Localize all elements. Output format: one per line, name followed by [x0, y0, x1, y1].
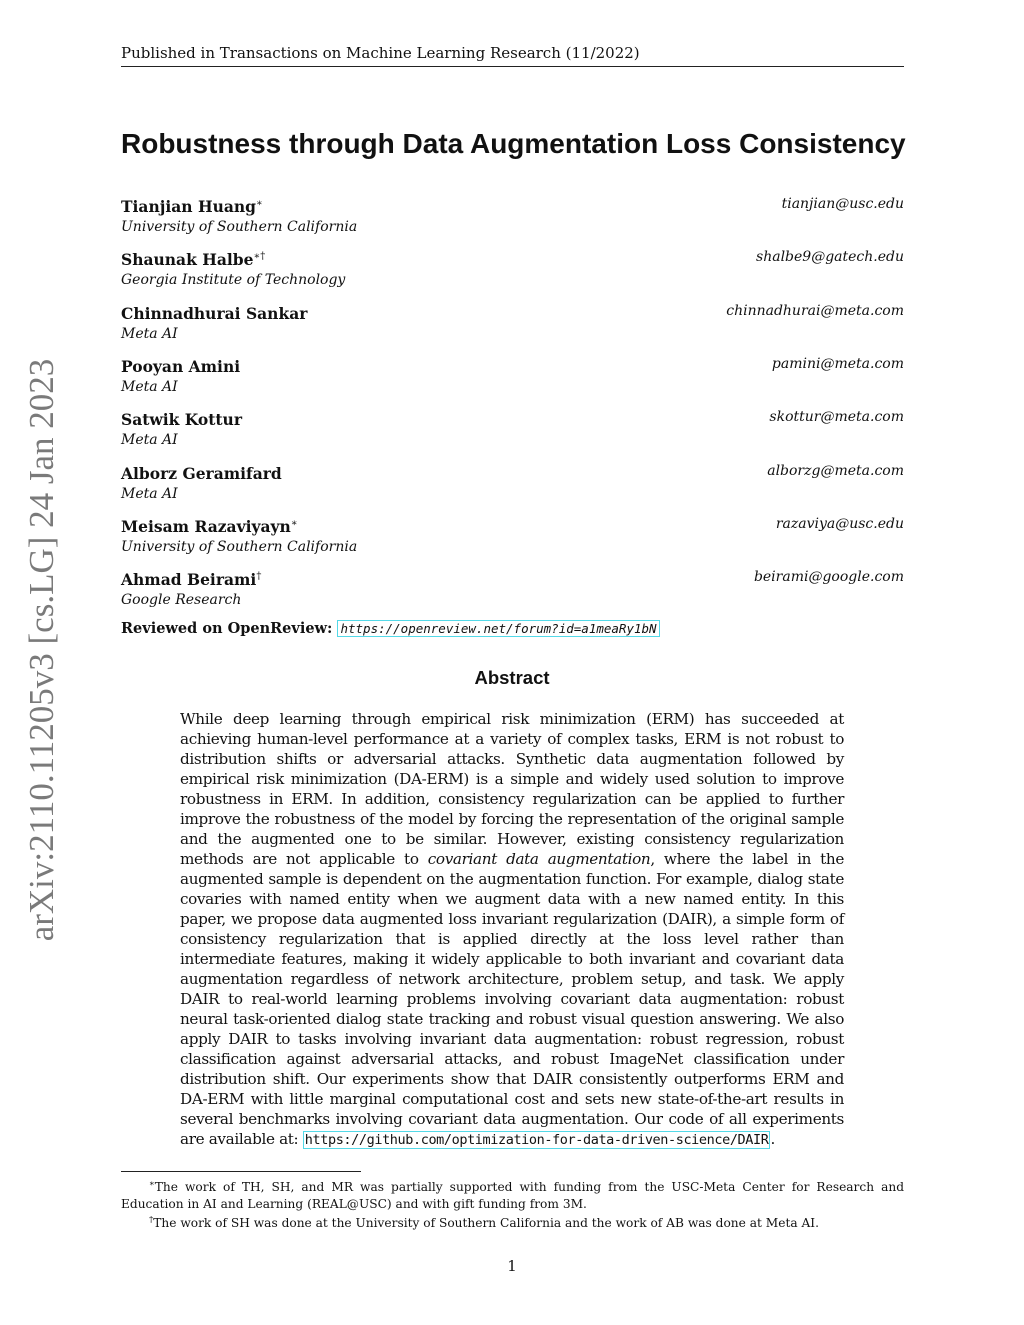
author-email[interactable]: beirami@google.com	[753, 569, 904, 585]
author-affiliation: Georgia Institute of Technology	[121, 272, 346, 289]
author-email[interactable]: skottur@meta.com	[769, 409, 904, 425]
author-email[interactable]: shalbe9@gatech.edu	[756, 249, 904, 265]
author-block	[121, 407, 904, 451]
author-name: Satwik Kottur	[121, 410, 242, 430]
openreview-link[interactable]: https://openreview.net/forum?id=a1meaRy1bN	[337, 620, 659, 637]
author-block	[121, 301, 904, 345]
author-name: Alborz Geramifard	[121, 464, 282, 484]
author-name: Ahmad Beirami†	[121, 570, 262, 590]
footnotes	[121, 1176, 904, 1232]
author-name: Pooyan Amini	[121, 357, 241, 377]
code-repository-link[interactable]: https://github.com/optimization-for-data-driven-science/DAIR	[304, 1132, 769, 1148]
author-affiliation: Meta AI	[121, 432, 178, 449]
abstract-heading: Abstract	[474, 667, 550, 688]
running-header: Published in Transactions on Machine Learning Research (11/2022)	[121, 44, 904, 67]
author-affiliation: Meta AI	[121, 326, 178, 343]
arxiv-identifier: arXiv:2110.11205v3 [cs.LG] 24 Jan 2023	[22, 358, 61, 942]
author-name: Shaunak Halbe∗†	[121, 250, 266, 270]
footnote-mark: †	[149, 1215, 154, 1226]
author-footnote-mark: ∗	[290, 518, 298, 529]
author-name: Meisam Razaviyayn∗	[121, 517, 298, 537]
review-label: Reviewed on OpenReview:	[121, 620, 333, 637]
abstract-text: While deep learning through empirical risk minimization (ERM) has succeeded at achieving human-level performance at a variety of complex tasks, ERM is not robust to distribution shifts or adversarial attacks. Synthetic data augmentation followed by empirical risk minimization (DA-ERM) is a simple and widely used solution to improve robustness in ERM. In addition, consistency regularization can be applied to further improve the robustness of the model by forcing the representation of the original sample and the augmented one to be similar. However, existing consistency regularization methods are not applicable to	[180, 710, 844, 868]
footnote: ∗The work of TH, SH, and MR was partially supported with funding from the USC-Meta Center for Research and Education in AI and Learning (REAL@USC) and with gift funding from 3M.	[121, 1179, 904, 1211]
author-affiliation: University of Southern California	[121, 219, 358, 236]
author-footnote-mark: ∗	[256, 198, 263, 209]
author-name: Chinnadhurai Sankar	[121, 304, 308, 324]
footnote-mark: ∗	[149, 1179, 155, 1189]
author-email[interactable]: chinnadhurai@meta.com	[726, 303, 904, 319]
paper-title: Robustness through Data Augmentation Loss Consistency	[121, 128, 906, 159]
author-block	[121, 461, 904, 505]
author-block	[121, 247, 904, 291]
footnote: †The work of SH was done at the University of Southern California and the work of AB was done at Meta AI.	[149, 1215, 819, 1231]
author-affiliation: Google Research	[121, 592, 242, 609]
author-footnote-mark: †	[256, 571, 262, 582]
author-email[interactable]: alborzg@meta.com	[767, 463, 904, 479]
author-email[interactable]: razaviya@usc.edu	[775, 516, 904, 532]
review-line	[121, 620, 660, 637]
author-affiliation: Meta AI	[121, 486, 178, 503]
footnote-divider	[121, 1171, 361, 1172]
abstract-body: While deep learning through empirical risk minimization (ERM) has succeeded at achieving human-level performance at a variety of complex tasks, ERM is not robust to distribution shifts or adversarial attacks. Synthetic data augmentation followed by empirical risk minimization (DA-ERM) is a simple and widely used solution to improve robustness in ERM. In addition, consistency regularization can be applied to further improve the robustness of the model by forcing the representation of the original sample and the augmented one to be similar. However, existing consistency regularization methods are not applicable to covariant data augmentation, where the label in the augmented sample is dependent on the augmentation function. For example, dialog state covaries with named entity when we augment data with a new named entity. In this paper, we propose data augmented loss invariant regularization (DAIR), a simple form of consistency regularization that is applied directly at the loss level rather than intermediate features, making it widely applicable to both invariant and covariant data augmentation regardless of network architecture, problem setup, and task. We apply DAIR to real-world learning problems involving covariant data augmentation: robust neural task-oriented dialog state tracking and robust visual question answering. We also apply DAIR to tasks involving invariant data augmentation: robust regression, robust classification against adversarial attacks, and robust ImageNet classification under distribution shift. Our experiments show that DAIR consistently outperforms ERM and DA-ERM with little marginal computational cost and sets new state-of-the-art results in several benchmarks involving covariant data augmentation. Our code of all experiments are available at: https://github.com/optimization-for-data-driven-science/DAIR .	[180, 710, 845, 1148]
author-block	[121, 354, 904, 398]
page-number: 1	[507, 1257, 517, 1275]
author-footnote-mark: ∗†	[253, 251, 266, 262]
author-block	[121, 194, 904, 238]
author-block	[121, 514, 904, 558]
author-affiliation: University of Southern California	[121, 539, 358, 556]
author-name: Tianjian Huang∗	[121, 197, 263, 217]
author-email[interactable]: pamini@meta.com	[771, 356, 904, 372]
author-email[interactable]: tianjian@usc.edu	[781, 196, 904, 212]
author-affiliation: Meta AI	[121, 379, 178, 396]
author-block	[121, 567, 904, 611]
abstract-emphasis: covariant data augmentation	[427, 850, 651, 868]
abstract-text: , where the label in the augmented sample is dependent on the augmentation function. For example, dialog state covaries with named entity when we augment data with a new named entity. In this paper, we propose data augmented loss invariant regularization (DAIR), a simple form of consistency regularization that is applied directly at the loss level rather than intermediate features, making it widely applicable to both invariant and covariant data augmentation regardless of network architecture, problem setup, and task. We apply DAIR to real-world learning problems involving covariant data augmentation: robust neural task-oriented dialog state tracking and robust visual question answering. We also apply DAIR to tasks involving invariant data augmentation: robust regression, robust classification against adversarial attacks, and robust ImageNet classification under distribution shift. Our experiments show that DAIR consistently outperforms ERM and DA-ERM with little marginal computational cost and sets new state-of-the-art results in several benchmarks involving covariant data augmentation. Our code of all experiments are available at:	[180, 850, 845, 1148]
